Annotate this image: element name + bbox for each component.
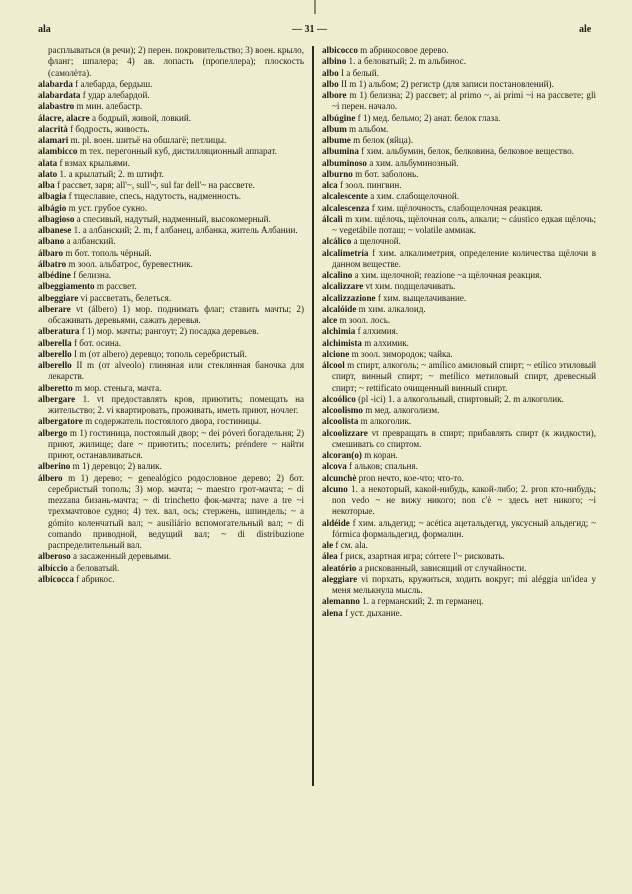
dictionary-entry: [38, 225, 304, 236]
headword: alena: [322, 607, 343, 618]
headword: alambicco: [38, 146, 78, 157]
definition: m бот. тополь чёрный.: [65, 247, 152, 258]
dictionary-entry: [322, 349, 596, 360]
definition: m 1) дерево; ~ genealógico родословное дерево; 2) бот. серебристый тополь; 3) мор. мачта; ~ maestro грот-мачта; ~ di mezzana бизань-мачта; ~ di trinchetto фок-мачта; nave a tre ~i трехмачтовое судно; 4) тех. вал, ось; стержень, шпиндель; ~ a gómito коленчатый вал; ~ ausiliário вспомогательный вал; ~ di comando приводной, ведущий вал; ~ di distribuzione распределительный вал.: [48, 472, 304, 550]
definition: a хим. альбуминозный.: [369, 157, 459, 168]
headword: alcoolista: [322, 416, 359, 427]
dictionary-entry: [38, 383, 304, 394]
headword: alcalizzare: [322, 281, 364, 292]
dictionary-entry: [322, 596, 596, 607]
dictionary-entry: [38, 248, 304, 259]
definition: m спирт, алкоголь; ~ amílico амиловый спирт; ~ etílico этиловый спирт, винный спирт; ~ metílico метиловый спирт, древесный спирт; ~ rettificato очищенный винный спирт.: [332, 360, 596, 393]
headword: albo: [322, 67, 339, 78]
definition: a албанский.: [66, 236, 116, 247]
definition: f см. ala.: [335, 540, 368, 550]
definition: a бодрый, живой, ловкий.: [91, 112, 192, 123]
definition: f альков; спальня.: [349, 461, 418, 472]
headword: álea: [322, 551, 338, 562]
definition: a щелочной.: [353, 236, 401, 247]
definition: m 1) гостиница, постоялый двор; ~ dei póveri богадельня; 2) приют, жилище; dare ~ приютить; поселить; préndere ~ найти приют, останавливаться.: [48, 427, 305, 460]
dictionary-entry: [322, 281, 596, 292]
definition: m бот. заболонь.: [355, 168, 419, 179]
dictionary-entry: [322, 304, 596, 315]
headword: álbaro: [38, 247, 64, 258]
definition: m рассвет.: [96, 281, 137, 292]
definition: m хим. щёлочь, щёлочная соль, алкали; ~ cáustico едкая щёлочь; ~ vegetábile поташ; ~ volatile аммиак.: [332, 213, 597, 235]
dictionary-entry: [38, 574, 304, 585]
definition: vt превращать в спирт; прибавлять спирт (к жидкости), смешивать со спиртом.: [332, 427, 596, 449]
headword: alcoolizzare: [322, 427, 368, 438]
definition: m зоол. альбатрос, буревестник.: [68, 258, 193, 269]
headword: alce: [322, 315, 338, 325]
dictionary-entry: [38, 113, 304, 124]
definition: f бодрость, живость.: [70, 123, 150, 134]
definition: 1. a беловатый; 2. m альбинос.: [348, 56, 466, 67]
dictionary-entry: [322, 473, 596, 484]
headword: alcoolismo: [322, 405, 363, 415]
dictionary-entry: [322, 563, 596, 574]
continuation-text: расплываться (в речи); 2) перен. покровительство; 3) воен. крыло, фланг; шпалера; 4) ав. лопасть (пропеллера); плоскость (самолёта).: [48, 45, 304, 78]
definition: f абрикос.: [76, 573, 115, 584]
definition: a хим. слабощелочной.: [370, 191, 460, 202]
definition: a беловатый.: [70, 562, 120, 573]
headword: albume: [322, 135, 351, 145]
definition: m коран.: [364, 450, 398, 460]
definition: f удар алебардой.: [82, 90, 150, 100]
definition: m 1) деревцо; 2) валик.: [72, 461, 162, 472]
headword: alcálico: [322, 236, 352, 247]
definition: f белизна.: [73, 270, 112, 280]
definition: f зоол. пингвин.: [339, 180, 402, 190]
dictionary-entry: [322, 540, 596, 551]
headword: alabarda: [38, 78, 73, 89]
headword: álcali: [322, 213, 343, 224]
headword: albino: [322, 56, 347, 67]
definition: f алхимия.: [357, 326, 399, 337]
headword: alberello: [38, 360, 72, 370]
left-column: [38, 45, 304, 585]
dictionary-entry: [322, 405, 596, 416]
dictionary-entry: [322, 608, 596, 619]
headword: alberoso: [38, 551, 71, 562]
headword: album: [322, 123, 347, 134]
headword: álbero: [38, 472, 63, 483]
definition: m белок (яйца).: [353, 135, 414, 145]
headword: alca: [322, 180, 338, 190]
dictionary-entry: [322, 124, 596, 135]
dictionary-entry: [322, 315, 596, 326]
definition: a рискованный, зависящий от случайности.: [358, 562, 527, 573]
definition: 1. a крылатый; 2. m штифт.: [59, 168, 164, 179]
definition: I m (от albero) деревцо; тополь серебристый.: [73, 348, 247, 359]
definition: f взмах крыльями.: [59, 157, 130, 168]
definition: m альбом.: [349, 123, 389, 134]
dictionary-entry: [38, 191, 304, 202]
headword: alchimia: [322, 326, 356, 337]
dictionary-entry: [322, 551, 596, 562]
headword: alcalescenza: [322, 202, 370, 213]
headword: alberatura: [38, 326, 80, 337]
headword: alcione: [322, 348, 350, 359]
dictionary-entry: [38, 79, 304, 90]
dictionary-entry: [38, 473, 304, 552]
headword: albanese: [38, 225, 72, 235]
definition: m. pl. воен. шитьё на обшлагё; петлицы.: [70, 135, 227, 145]
dictionary-entry: [322, 169, 596, 180]
headword: albuminoso: [322, 157, 367, 168]
dictionary-entry: [322, 180, 596, 191]
dictionary-entry: [38, 169, 304, 180]
dictionary-entry: [38, 259, 304, 270]
headword: albúgine: [322, 112, 356, 123]
definition: m 1) белизна; 2) рассвет; al primo ~, ai primi ~i на рассвете; gli ~i перен. начало.: [332, 90, 597, 112]
definition: f 1) мед. бельмо; 2) анат. белок глаза.: [357, 112, 501, 123]
dictionary-entry: [322, 214, 596, 237]
dictionary-entry: [322, 270, 596, 281]
dictionary-entry: [322, 394, 596, 405]
definition: vt (álbero) 1) мор. поднимать флаг; ставить мачты; 2) обсаживать деревьями, сажать деревья.: [48, 303, 305, 325]
headword: alata: [38, 157, 58, 168]
dictionary-entry: [38, 281, 304, 292]
headword: albicocca: [38, 573, 74, 584]
dictionary-entry: [38, 90, 304, 101]
definition: m мин. алебастр.: [76, 101, 143, 112]
dictionary-entry: [322, 428, 596, 451]
headword: álcool: [322, 360, 345, 370]
headword: albédine: [38, 270, 71, 280]
dictionary-entry: [322, 450, 596, 461]
headword: álbatro: [38, 258, 67, 269]
definition: m мор. стеньга, мачта.: [74, 382, 162, 393]
dictionary-entry: [38, 326, 304, 337]
definition: 1. a германский; 2. m германец.: [362, 596, 484, 607]
dictionary-entry: [322, 236, 596, 247]
dictionary-entry: [38, 293, 304, 304]
headword: alberello: [38, 348, 72, 359]
dictionary-entry: [38, 135, 304, 146]
headword: alburno: [322, 168, 353, 179]
definition: m зоол. лось.: [339, 315, 391, 325]
definition: m абрикосовое дерево.: [360, 45, 449, 55]
definition: I a белый.: [340, 67, 379, 78]
dictionary-entry: [322, 248, 596, 271]
dictionary-entry: [322, 158, 596, 169]
definition: II m 1) альбом; 2) регистр (для записи постановлений).: [340, 78, 554, 89]
headword: albergare: [38, 393, 76, 404]
dictionary-entry: [38, 124, 304, 135]
headword: aleatório: [322, 562, 357, 573]
definition: 1. a албанский; 2. m, f албанец, албанка, житель Албании.: [73, 225, 298, 235]
dictionary-entry: [38, 270, 304, 281]
headword: alamari: [38, 135, 69, 145]
dictionary-entry: [38, 101, 304, 112]
headword: alcalino: [322, 270, 353, 280]
definition: f хим. алкалиметрия, определение количества щёлочи в данном веществе.: [332, 247, 596, 269]
dictionary-entry: [322, 113, 596, 124]
dictionary-entry: [322, 518, 596, 541]
headword: álacre, alacre: [38, 112, 90, 123]
headword: alcoran(o): [322, 450, 362, 460]
dictionary-entry: [38, 146, 304, 157]
dictionary-entry: [38, 394, 304, 417]
dictionary-entry: [322, 338, 596, 349]
headword: alcunchè: [322, 472, 357, 483]
headword: alcoólico: [322, 393, 356, 404]
headword: aldéide: [322, 517, 350, 528]
dictionary-entry: [38, 236, 304, 247]
definition: a хим. щелочной; reazione ~a щёлочная реакция.: [354, 270, 542, 280]
headword: alacrità: [38, 123, 68, 134]
dictionary-entry: [322, 135, 596, 146]
definition: a спесивый, надутый, надменный, высокомерный.: [76, 213, 271, 224]
dictionary-entry: [322, 293, 596, 304]
headword: alberetto: [38, 382, 73, 393]
dictionary-entry: [38, 563, 304, 574]
headword: aleggiare: [322, 573, 358, 584]
headword: albeggiamento: [38, 281, 95, 292]
dictionary-entry: [38, 338, 304, 349]
definition: m мед. алкоголизм.: [365, 405, 440, 415]
headword: alberino: [38, 461, 71, 472]
dictionary-entry: [38, 214, 304, 225]
headword: alcuno: [322, 483, 348, 494]
dictionary-entry: [38, 428, 304, 462]
definition: m алхимик.: [364, 337, 409, 348]
dictionary-entry: [322, 461, 596, 472]
headword: albano: [38, 236, 65, 247]
definition: f рассвет, заря; all'~, sull'~, sul far dell'~ на рассвете.: [56, 180, 255, 190]
headword: alberare: [38, 303, 71, 314]
dictionary-entry: [322, 68, 596, 79]
definition: m содержатель постоялого двора, гостиницы.: [85, 416, 262, 427]
headword: alcova: [322, 461, 347, 472]
dictionary-entry: [322, 146, 596, 157]
headword: albíccio: [38, 562, 68, 573]
definition: f тщеславие, спесь, надутость, надменность.: [68, 191, 242, 202]
dictionary-entry: [322, 79, 596, 90]
running-head-left: ala: [38, 24, 51, 35]
headword: alchimista: [322, 337, 362, 348]
definition: f 1) мор. мачты; рангоут; 2) посадка деревьев.: [81, 326, 259, 337]
headword: albergo: [38, 427, 68, 438]
definition: f уст. дыхание.: [345, 607, 402, 618]
scan-mark: [314, 0, 316, 14]
definition: f хим. альдегид; ~ acética ацетальдегид, уксусный альдегид; ~ fórmica формальдегид, формалин.: [332, 517, 596, 539]
definition: vi порхать, кружиться, ходить вокруг; mi aléggia un'idea у меня мелькнула мысль.: [332, 573, 597, 595]
headword: ale: [322, 540, 334, 550]
dictionary-entry: [38, 461, 304, 472]
dictionary-entry: [38, 416, 304, 427]
definition: f хим. альбумин, белок, белковина, белковое вещество.: [361, 146, 574, 157]
dictionary-entry: [38, 349, 304, 360]
dictionary-entry: [322, 90, 596, 113]
headword: alcalimetría: [322, 247, 369, 258]
definition: 1. vt предоставлять кров, приютить; помещать на жительство; 2. vi квартировать, проживать, иметь приют, ночлег.: [48, 393, 304, 415]
definition: 1. a некоторый, какой-нибудь, какой-либо; 2. pron кто-нибудь; non vedo ~ не вижу никого; non c'è ~ здесь нет никого; ~i некоторые.: [332, 483, 597, 517]
dictionary-entry: [38, 551, 304, 562]
definition: m уст. грубое сукно.: [68, 202, 148, 213]
dictionary-entry: [38, 304, 304, 327]
dictionary-entry: [322, 56, 596, 67]
headword: alabastro: [38, 101, 75, 112]
dictionary-entry: [38, 158, 304, 169]
headword: alcalescente: [322, 191, 368, 202]
headword: alemanno: [322, 596, 360, 607]
definition: (pl -ici) 1. a алкогольный, спиртовый; 2. m алкоголик.: [358, 393, 564, 404]
dictionary-entry: [322, 574, 596, 597]
headword: alabardata: [38, 90, 81, 100]
definition: II m (от alveolo) глиняная или стеклянная баночка для лекарств.: [48, 360, 304, 382]
headword: albágio: [38, 202, 67, 213]
headword: albo: [322, 78, 339, 89]
headword: alba: [38, 180, 55, 190]
running-head-right: ale: [579, 24, 592, 35]
headword: albore: [322, 90, 347, 100]
right-column: [322, 45, 596, 619]
definition: m зоол. зимородок; чайка.: [351, 348, 453, 359]
headword: albeggiare: [38, 292, 79, 303]
definition: m хим. алкалоид.: [358, 303, 426, 314]
headword: albagia: [38, 191, 67, 202]
dictionary-entry: [38, 360, 304, 383]
page-number: — 31 —: [292, 24, 327, 35]
definition: m тех. перегонный куб, дистилляционный аппарат.: [79, 146, 277, 157]
headword: albergatore: [38, 416, 83, 427]
dictionary-entry: [322, 416, 596, 427]
definition: vi рассветать, белеться.: [80, 292, 172, 303]
definition: pron нечто, кое-что; что-то.: [358, 472, 464, 483]
headword: alato: [38, 168, 58, 179]
definition: f хим. выщелачивание.: [377, 292, 467, 303]
headword: alberella: [38, 337, 72, 348]
definition: f хим. щёлочность, слабощелочная реакция.: [371, 202, 543, 213]
dictionary-entry: [38, 203, 304, 214]
headword: albagioso: [38, 213, 75, 224]
dictionary-entry: [38, 180, 304, 191]
dictionary-entry: [322, 191, 596, 202]
dictionary-entry: [322, 360, 596, 394]
definition: f бот. осина.: [73, 337, 122, 348]
dictionary-entry: [322, 203, 596, 214]
definition: f риск, азартная игра; córrere l'~ рисковать.: [339, 551, 505, 562]
headword: albumina: [322, 146, 359, 157]
dictionary-entry: [322, 45, 596, 56]
dictionary-entry: [322, 326, 596, 337]
definition: f алебарда, бердыш.: [75, 78, 153, 89]
definition: m алкоголик.: [360, 416, 412, 427]
definition: vt хим. подщелачивать.: [365, 281, 456, 292]
dictionary-entry: [322, 484, 596, 518]
headword: alcalóide: [322, 303, 357, 314]
definition: a засаженный деревьями.: [72, 551, 172, 562]
headword: albicocco: [322, 45, 358, 55]
headword: alcalizzazione: [322, 292, 376, 303]
column-divider: [312, 46, 314, 786]
